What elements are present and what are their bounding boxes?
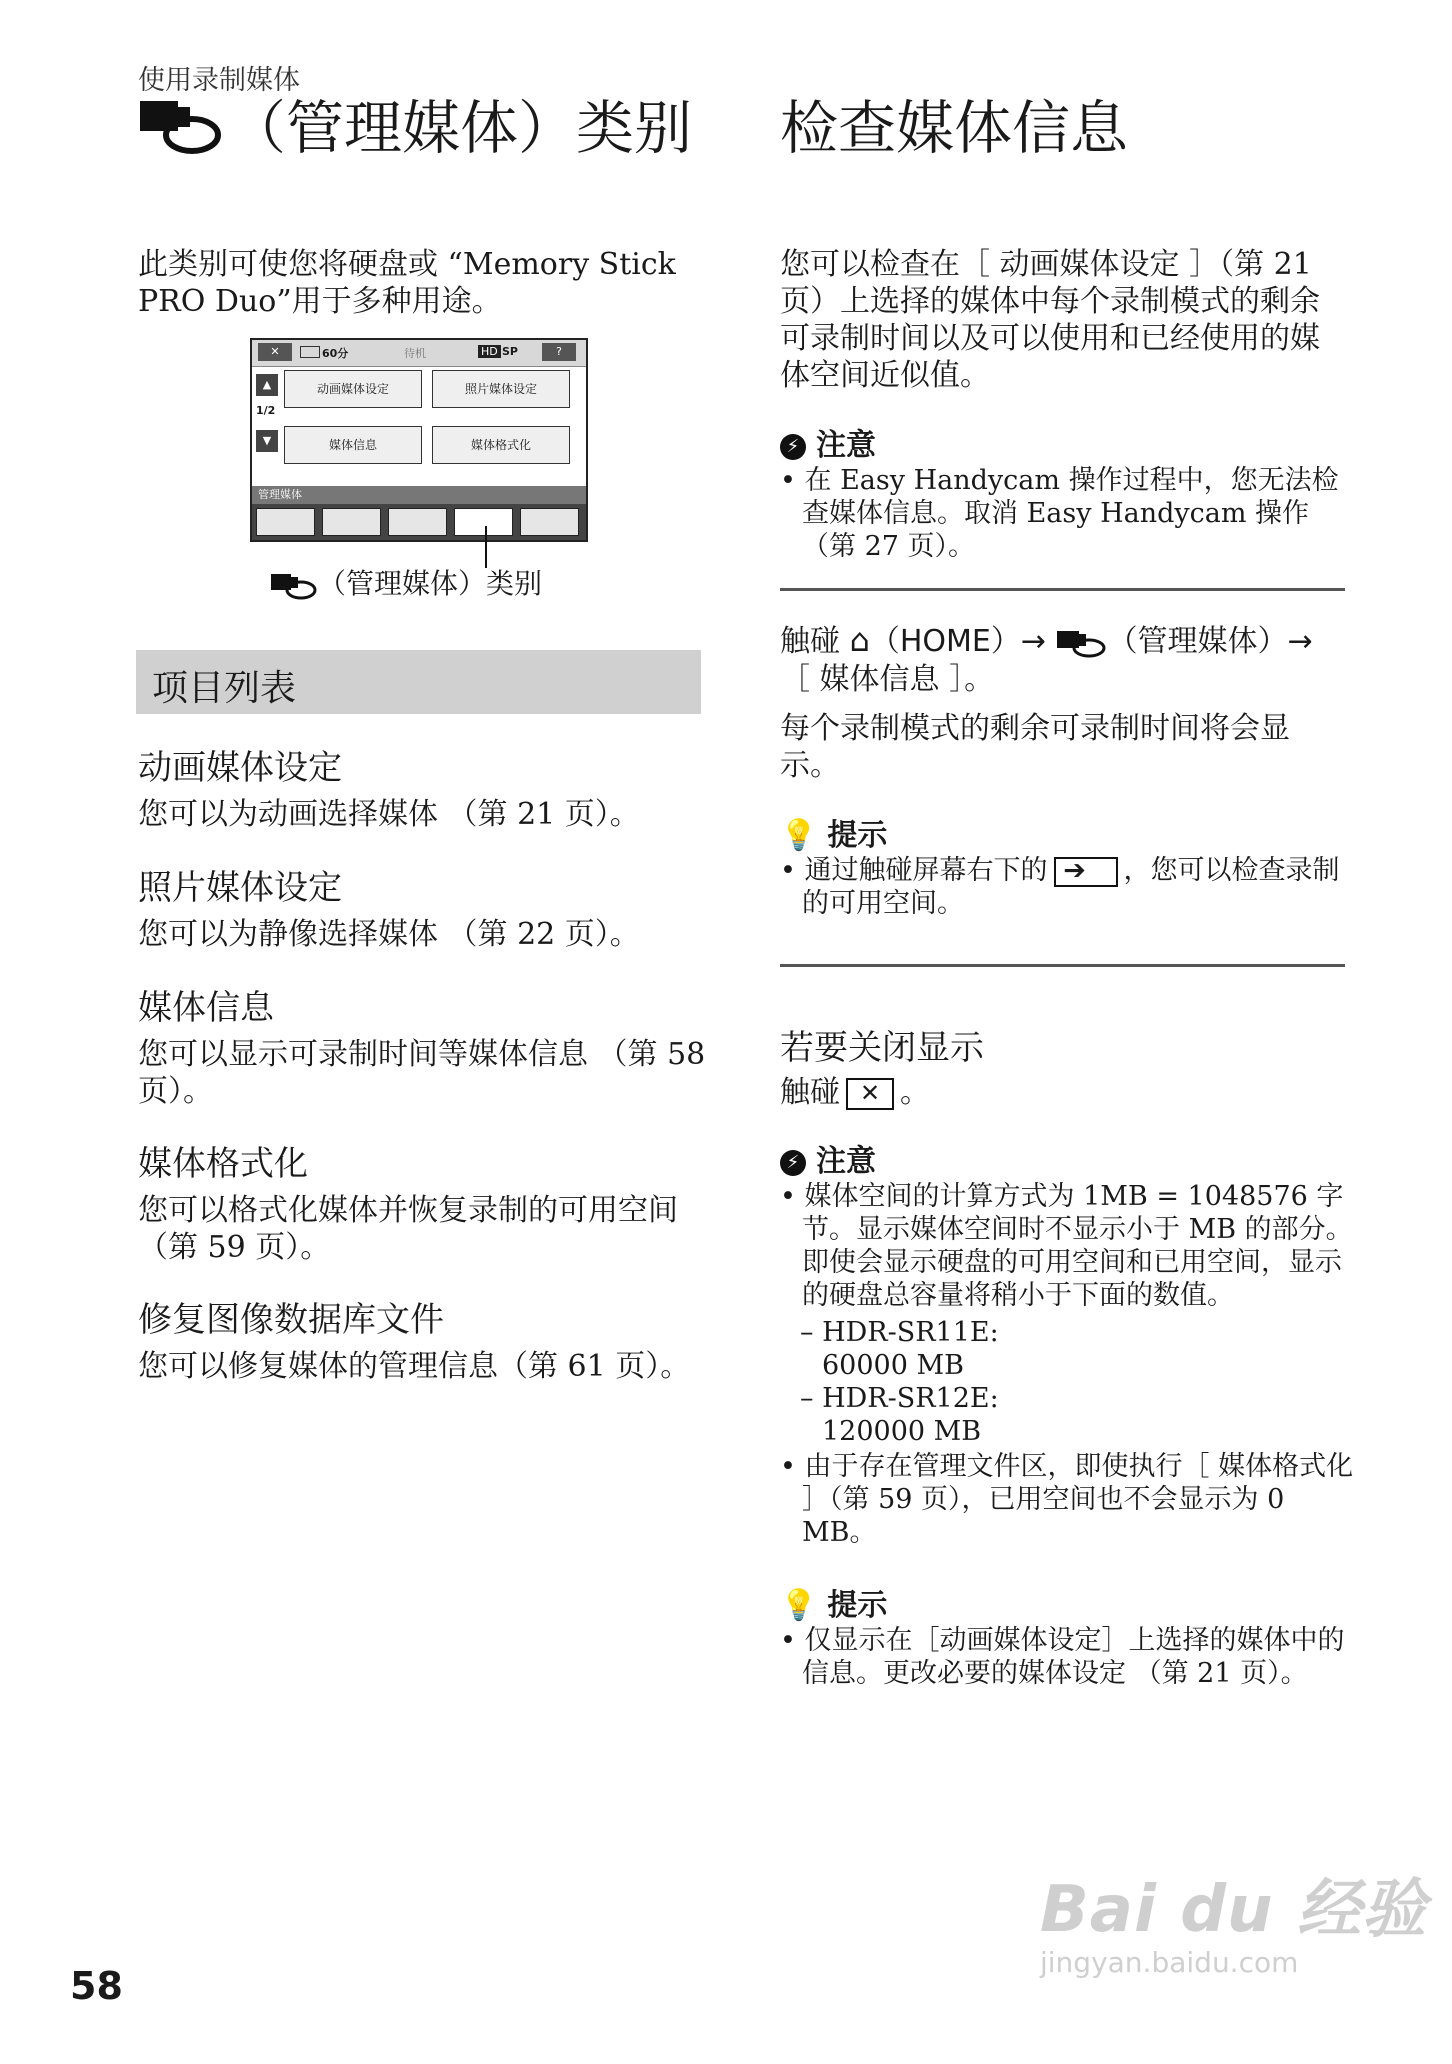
- note-bullet: • 由于存在管理文件区，即使执行［ 媒体格式化 ］（第 59 页），已用空间也不会显示为 0 MB。: [780, 1451, 1354, 1548]
- operation-path-item: ［ 媒体信息 ］。: [780, 662, 995, 697]
- page-title-left: [138, 92, 718, 171]
- baidu-watermark: Bai du 经验: [1040, 1873, 1427, 1947]
- watermark-url: jingyan.baidu.com: [1040, 1946, 1299, 1979]
- item-heading: 修复图像数据库文件: [138, 1300, 444, 1340]
- standby-status: 待机: [404, 347, 426, 360]
- model-spec: – HDR-SR11E: 60000 MB – HDR-SR12E: 120000 MB: [800, 1317, 999, 1447]
- lightbulb-icon: 💡: [780, 818, 818, 853]
- right-intro-text: 您可以检查在［ 动画媒体设定 ］（第 21 页）上选择的媒体中每个录制模式的剩余可录制时间以及可以使用和已经使用的媒体空间近似值。: [780, 247, 1320, 393]
- item-desc: 您可以修复媒体的管理信息（第 61 页）。: [138, 1349, 691, 1384]
- scroll-down-icon: ▼: [256, 430, 278, 452]
- movie-tab-icon: [256, 508, 315, 536]
- close-icon: ✕: [846, 1078, 894, 1110]
- manage-media-icon: [138, 93, 222, 171]
- intro-text: 此类别可使您将硬盘或 “Memory Stick PRO Duo”用于多种用途。: [138, 247, 676, 319]
- close-instruction: 触碰 ✕ 。: [780, 1075, 930, 1110]
- close-display-heading: 若要关闭显示: [780, 1028, 984, 1068]
- screen-button-photo-media: 照片媒体设定: [432, 370, 570, 408]
- manage-media-tab-icon: [454, 508, 513, 536]
- playback-tab-icon: [322, 508, 381, 536]
- screen-top-bar: [252, 340, 586, 367]
- screen-tab-row: [252, 504, 586, 540]
- section-divider: [780, 588, 1345, 591]
- operation-path: 触碰 ⌂（HOME）→ （管理媒体）→: [780, 621, 1313, 659]
- tip-bullet: • 仅显示在［动画媒体设定］上选择的媒体中的信息。更改必要的媒体设定 （第 21 页）。: [780, 1625, 1345, 1689]
- page-indicator: 1/2: [256, 404, 276, 417]
- scroll-up-icon: ▲: [256, 374, 278, 396]
- note-bullet: • 媒体空间的计算方式为 1MB = 1048576 字节。显示媒体空间时不显示小于 MB 的部分。即使会显示硬盘的可用空间和已用空间，显示的硬盘总容量将稍小于下面的数值。: [780, 1181, 1353, 1311]
- manage-media-small-icon: [270, 570, 318, 600]
- page-title-right: 检查媒体信息: [780, 94, 1129, 162]
- section-divider: [780, 964, 1345, 967]
- tip-bullet: • 通过触碰屏幕右下的 ➔ ，您可以检查录制的可用空间。: [780, 854, 1340, 919]
- lightbulb-icon: 💡: [780, 1588, 818, 1623]
- toolbox-tab-icon: [520, 508, 579, 536]
- battery-icon: [300, 346, 320, 358]
- item-heading: 动画媒体设定: [138, 748, 342, 788]
- grid-tab-icon: [388, 508, 447, 536]
- item-desc: 您可以为动画选择媒体 （第 21 页）。: [138, 797, 640, 832]
- item-heading: 媒体信息: [138, 988, 274, 1028]
- home-icon: ⌂: [849, 621, 870, 659]
- item-desc: 您可以为静像选择媒体 （第 22 页）。: [138, 917, 640, 952]
- note-heading: ⚡ 注意: [780, 420, 876, 464]
- item-desc: 您可以显示可录制时间等媒体信息 （第 58 页）。: [138, 1037, 706, 1109]
- screen-close-icon: ✕: [258, 343, 292, 361]
- screen-category-strip: 管理媒体: [252, 486, 586, 504]
- page-number: 58: [70, 1964, 123, 2008]
- item-heading: 媒体格式化: [138, 1144, 308, 1184]
- section-label: 使用录制媒体: [138, 65, 300, 96]
- caution-icon: ⚡: [780, 1150, 806, 1176]
- path-result-text: 每个录制模式的剩余可录制时间将会显示。: [780, 711, 1290, 783]
- remaining-time: 60分: [322, 347, 349, 360]
- help-icon: ?: [542, 343, 576, 361]
- note-bullet: • 在 Easy Handycam 操作过程中，您无法检查媒体信息。取消 Easy Handycam 操作 （第 27 页）。: [780, 465, 1339, 562]
- screen-button-media-format: 媒体格式化: [432, 426, 570, 464]
- note-heading: ⚡ 注意: [780, 1136, 876, 1180]
- item-desc: 您可以格式化媒体并恢复录制的可用空间 （第 59 页）。: [138, 1193, 678, 1265]
- callout-label: （管理媒体）类别: [270, 562, 542, 602]
- manage-media-icon: [1056, 627, 1108, 659]
- screen-button-movie-media: 动画媒体设定: [284, 370, 422, 408]
- tip-heading: 💡 提示: [780, 818, 888, 853]
- item-list-title: 项目列表: [152, 668, 297, 709]
- item-heading: 照片媒体设定: [138, 868, 342, 908]
- screen-button-media-info: 媒体信息: [284, 426, 422, 464]
- mode-badge: SP: [502, 345, 518, 358]
- quality-badge: HD: [478, 345, 501, 358]
- caution-icon: ⚡: [780, 434, 806, 460]
- camera-screen-illustration: [250, 338, 588, 542]
- page-title-text: （管理媒体）类别: [228, 94, 693, 162]
- tip-heading: 💡 提示: [780, 1588, 888, 1623]
- arrow-button-icon: ➔: [1054, 857, 1118, 887]
